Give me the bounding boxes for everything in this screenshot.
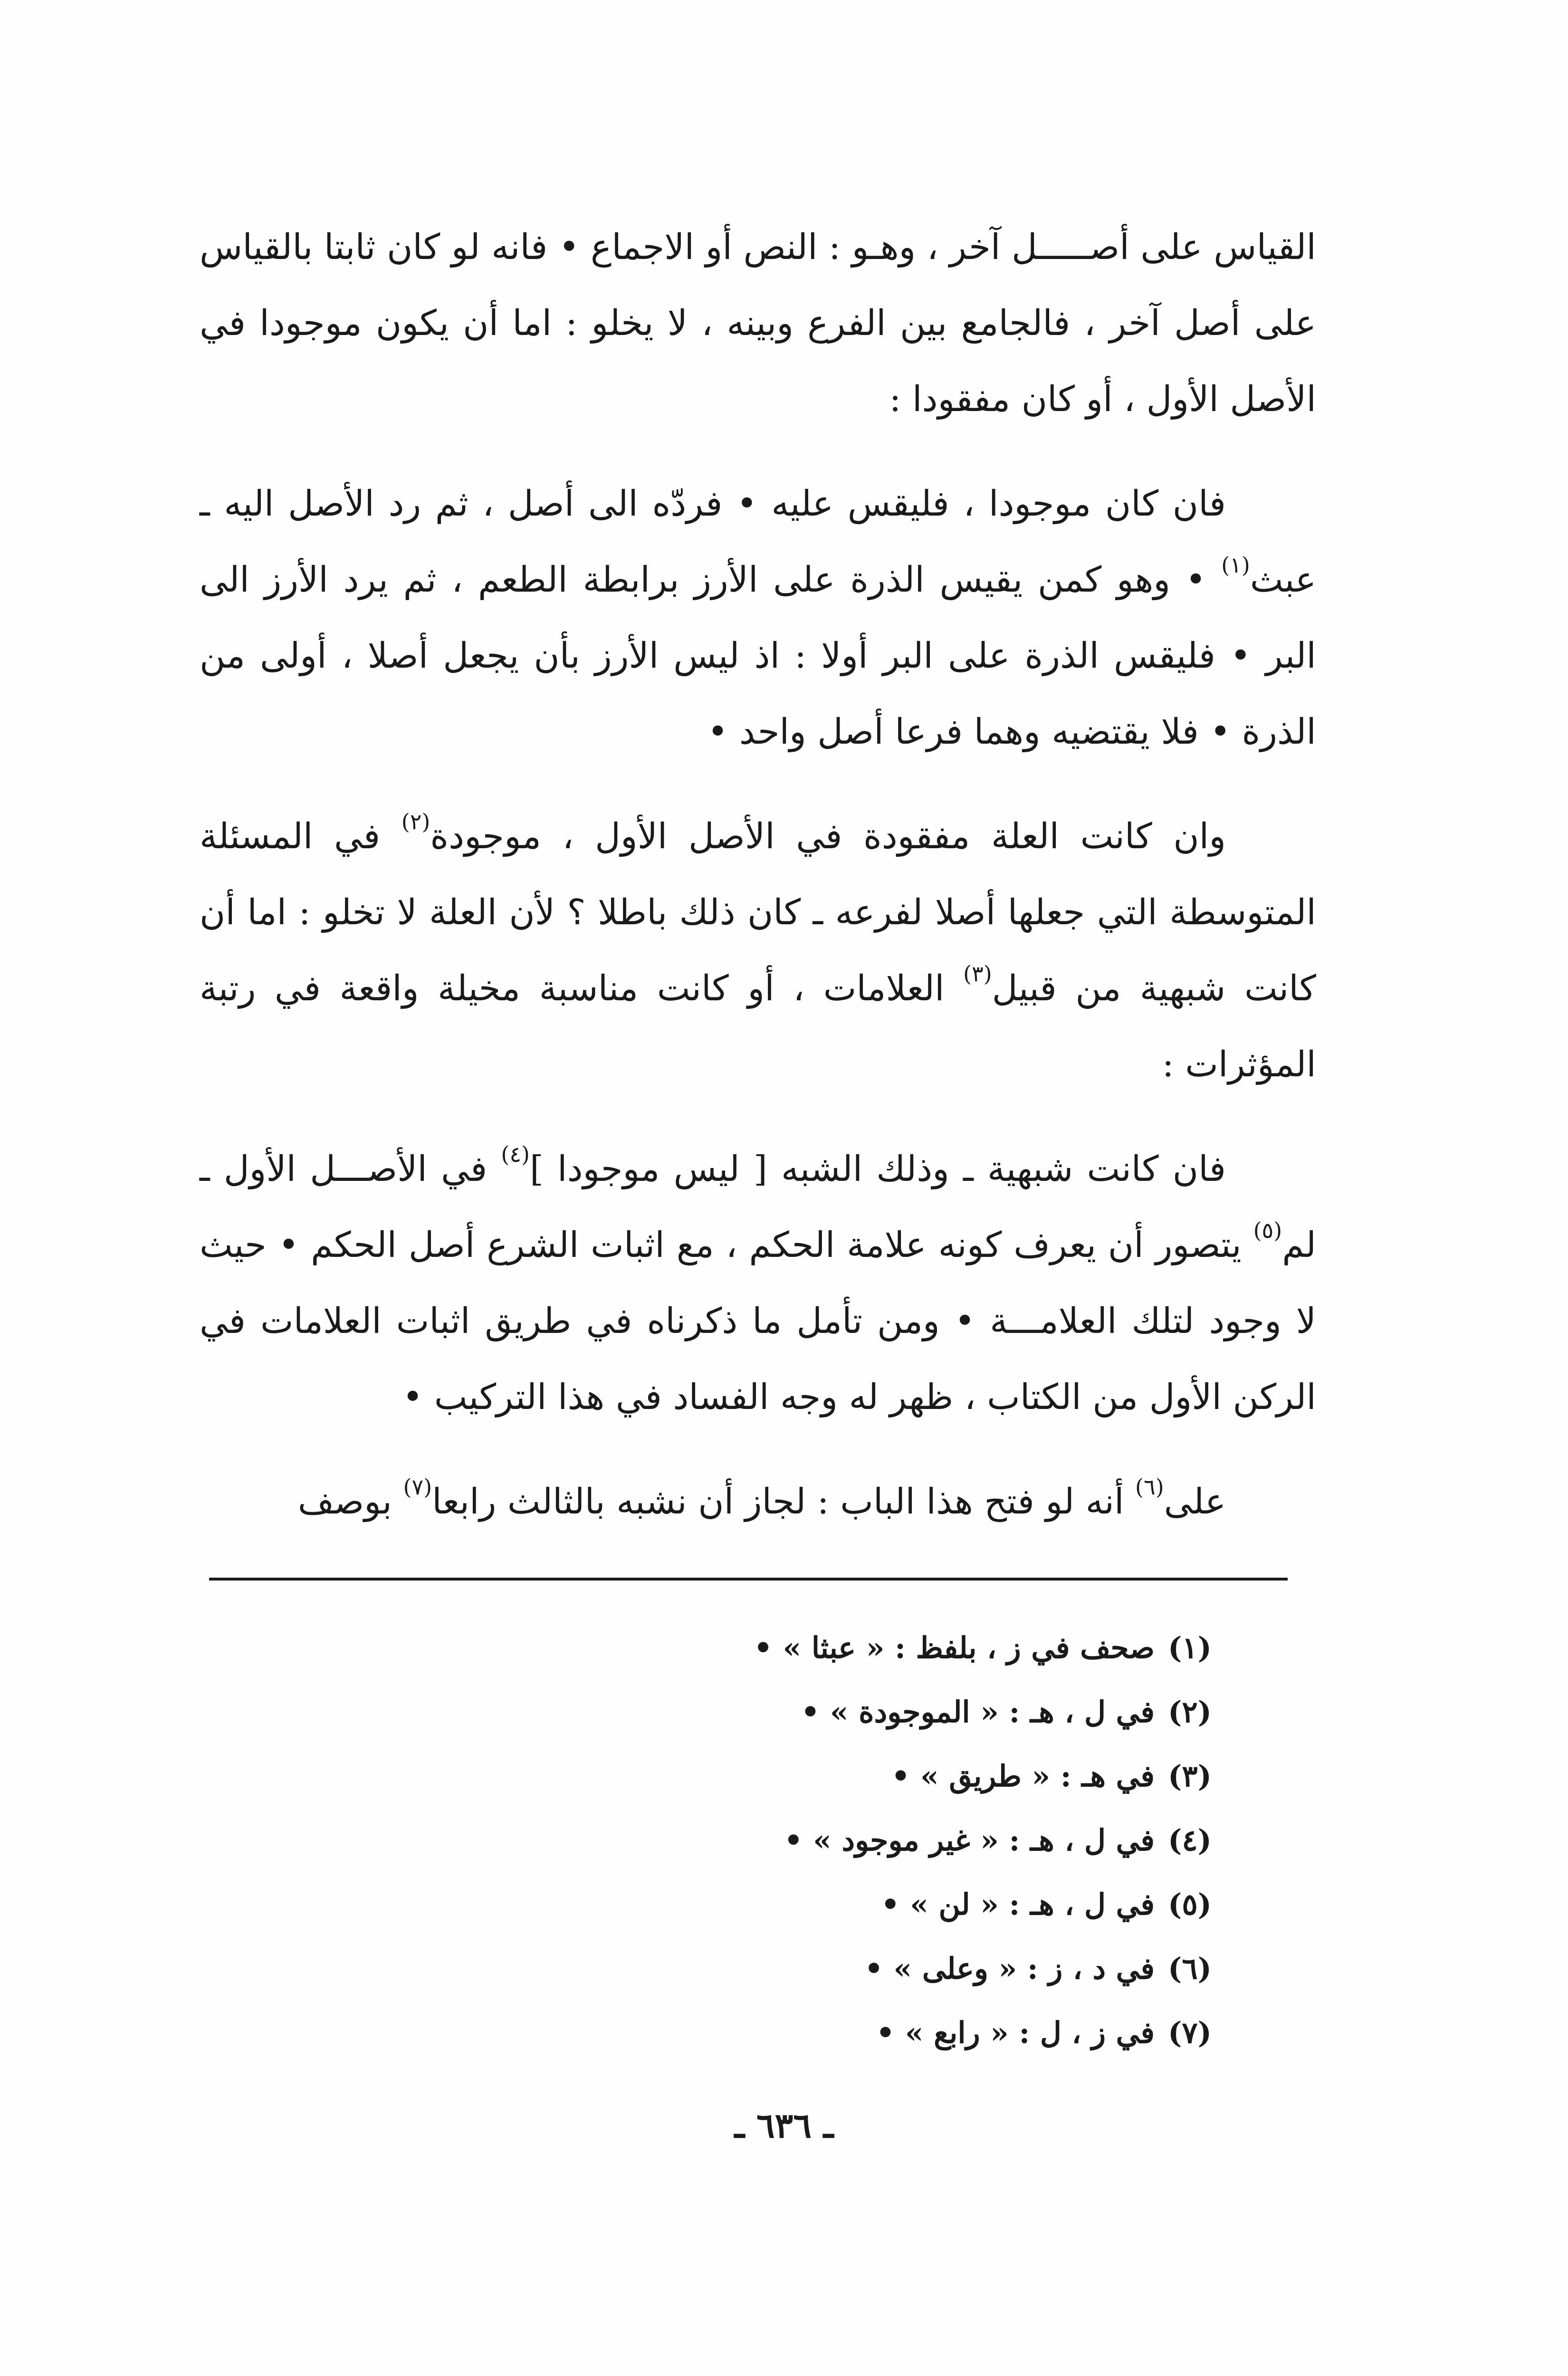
footnote-item bbox=[428, 1808, 1212, 1872]
footnote-text: في د ، ز : « وعلى » • bbox=[864, 1951, 1155, 1986]
text-segment: أنه لو فتح هذا الباب : لجاز أن نشبه بالثالث رابعا bbox=[432, 1481, 1136, 1522]
footnote-text: في ل ، هـ : « غير موجود » • bbox=[784, 1823, 1155, 1858]
footnote-number: (٧) bbox=[1168, 2015, 1212, 2050]
text-segment: • وهو كمن يقيس الذرة على الأرز برابطة الطعم ، ثم يرد الأرز الى البر • فليقس الذرة على البر أولا : اذ ليس الأرز بأن يجعل أصلا ، أولى من الذرة • فلا يقتضيه وهما فرعا أصل واحد • bbox=[200, 559, 1316, 752]
page-number: ـ ٦٣٦ ـ bbox=[734, 2105, 834, 2146]
paragraph bbox=[200, 1464, 1316, 1540]
text-segment: يتصور أن يعرف كونه علامة الحكم ، مع اثبات الشرع أصل الحكم • حيث لا وجود لتلك العلامـــة • ومن تأمل ما ذكرناه في طريق اثبات العلامات في الركن الأول من الكتاب ، ظهر له وجه الفساد في هذا التركيب • bbox=[200, 1225, 1316, 1418]
footnote-marker: (٧) bbox=[403, 1474, 432, 1500]
text-segment: بوصف bbox=[297, 1481, 403, 1522]
footnote-number: (٢) bbox=[1168, 1695, 1212, 1729]
text-segment: العلامات ، أو كانت مناسبة مخيلة واقعة في رتبة المؤثرات : bbox=[200, 968, 1316, 1085]
text-segment: على bbox=[1164, 1481, 1226, 1522]
footnote-item bbox=[428, 1616, 1212, 1680]
text-segment: فان كانت شبهية ـ وذلك الشبه [ ليس موجودا ] bbox=[530, 1149, 1226, 1189]
footnote-marker: (٦) bbox=[1135, 1474, 1164, 1500]
text-segment: في المسئلة المتوسطة التي جعلها أصلا لفرعه ـ كان ذلك باطلا ؟ لأن العلة لا تخلو : اما أن كانت شبهية من قبيل bbox=[200, 816, 1316, 1009]
text-segment: في الأصـــل الأول ـ لم bbox=[200, 1149, 1316, 1265]
footnote-text: في هـ : « طريق » • bbox=[891, 1759, 1155, 1793]
paragraph bbox=[200, 466, 1316, 770]
paragraph bbox=[200, 1131, 1316, 1435]
footnote-marker: (٤) bbox=[501, 1141, 530, 1167]
footnote-number: (٦) bbox=[1168, 1951, 1212, 1986]
footnote-item bbox=[428, 1680, 1212, 1744]
paragraph bbox=[200, 798, 1316, 1102]
footnote-marker: (٥) bbox=[1253, 1217, 1282, 1243]
main-text-block bbox=[200, 209, 1316, 1540]
footnote-marker: (١) bbox=[1221, 552, 1250, 578]
footnote-number: (٥) bbox=[1168, 1887, 1212, 1922]
text-segment: فان كان موجودا ، فليقس عليه • فردّه الى أصل ، ثم رد الأصل اليه ـ عبث bbox=[200, 483, 1316, 600]
footnote-number: (٣) bbox=[1168, 1759, 1212, 1793]
paragraph bbox=[200, 209, 1316, 437]
footnote-text: في ل ، هـ : « الموجودة » • bbox=[801, 1695, 1155, 1729]
footnote-marker: (٢) bbox=[401, 809, 430, 834]
footnote-marker: (٣) bbox=[963, 961, 992, 987]
footnote-item bbox=[428, 2001, 1212, 2065]
footnote-item bbox=[428, 1936, 1212, 2001]
footnote-item bbox=[428, 1872, 1212, 1936]
footnote-text: في ز ، ل : « رابع » • bbox=[876, 2015, 1155, 2050]
footnote-number: (١) bbox=[1168, 1630, 1212, 1665]
footnote-item bbox=[428, 1744, 1212, 1808]
text-segment: وان كانت العلة مفقودة في الأصل الأول ، موجودة bbox=[430, 816, 1226, 857]
footnote-text: صحف في ز ، بلفظ : « عبثا » • bbox=[754, 1630, 1155, 1665]
footnotes-list bbox=[428, 1616, 1212, 2065]
footnote-text: في ل ، هـ : « لن » • bbox=[880, 1887, 1155, 1922]
footnote-separator bbox=[209, 1578, 1288, 1581]
text-segment: القياس على أصـــــل آخر ، وهـو : النص أو الاجماع • فانه لو كان ثابتا بالقياس على أصل آخر ، فالجامع بين الفرع وبينه ، لا يخلو : اما أن يكون موجودا في الأصل الأول ، أو كان مفقودا : bbox=[200, 227, 1316, 420]
footnote-number: (٤) bbox=[1168, 1823, 1212, 1858]
